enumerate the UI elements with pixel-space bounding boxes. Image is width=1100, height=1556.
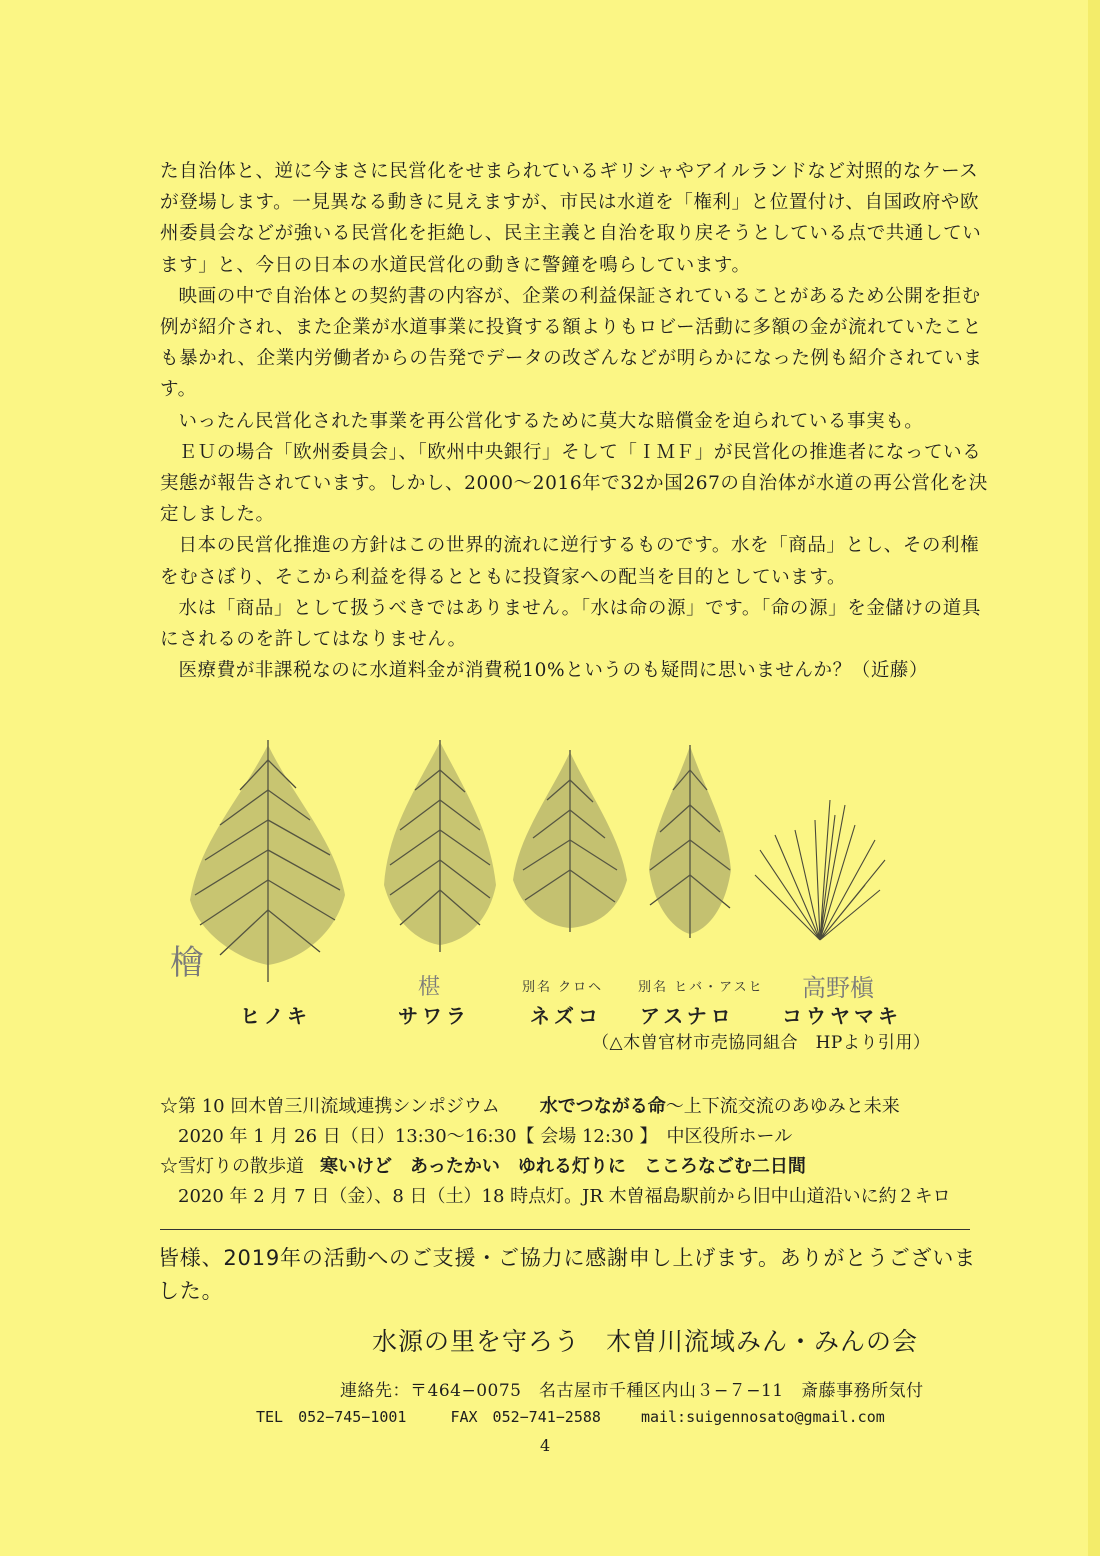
event-1-prefix: ☆第 10 回木曽三川流域連携シンポジウム	[160, 1096, 500, 1117]
event-1-detail: 2020 年 1 月 26 日（日）13:30〜16:30【 会場 12:30 】 中区役所ホール	[178, 1126, 793, 1147]
paragraph-7: 医療費が非課税なのに水道料金が消費税10%というのも疑問に思いませんか？（近藤）	[178, 660, 929, 682]
event-1-heading	[160, 1092, 990, 1122]
contact-address: 連絡先：〒464−0075 名古屋市千種区内山３−７−11 斎藤事務所気付	[340, 1381, 924, 1401]
paragraph-3: いったん民営化された事業を再公営化するために莫大な賠償金を迫られている事実も。	[178, 410, 924, 432]
contact-mail: mail:suigennosato@gmail.com	[640, 1408, 885, 1426]
divider-line	[160, 1229, 970, 1230]
hinoki-kanji: 檜	[170, 943, 204, 983]
paragraph-1: た自治体と、逆に今まさに民営化をせまられているギリシャやアイルランドなど対照的なケースが登場します。一見異なる動きに見えますが、市民は水道を「権利」と位置付け、自国政府や欧州委員会などが強いる民営化を拒絶し、民主主義と自治を取り戻そうとしている点で共通しています」と、今日の日本の水道民営化の動きに警鐘を鳴らしています。	[160, 161, 982, 276]
sawara-kanji: 椹	[418, 975, 441, 1000]
hinoki-label: ヒノキ	[240, 1004, 311, 1028]
paragraph-6: 水は「商品」として扱うべきではありません。「水は命の源」です。「命の源」を金儲けの道具にされるのを許してはなりません。	[160, 597, 981, 651]
event-2-heading	[160, 1152, 990, 1182]
page-number: 4	[540, 1436, 551, 1455]
event-1-subtitle: 〜上下流交流のあゆみと未来	[665, 1096, 900, 1117]
asunaro-illustration	[625, 720, 755, 945]
hinoki-illustration	[180, 720, 350, 990]
event-2-title: 寒いけど あったかい ゆれる灯りに こころなごむ二日間	[320, 1156, 806, 1177]
paragraph-5: 日本の民営化推進の方針はこの世界的流れに逆行するものです。水を「商品」とし、その利権をむさぼり、そこから利益を得るとともに投資家への配当を目的としています。	[160, 535, 980, 588]
nezuko-alias: 別名 クロヘ	[522, 980, 604, 995]
page-edge	[1088, 0, 1100, 1556]
contact-tel: TEL 052−745−1001	[256, 1408, 407, 1426]
sawara-illustration	[370, 720, 510, 960]
event-1-title: 水でつながる命	[539, 1096, 666, 1117]
tree-illustration	[170, 720, 950, 1060]
event-2-prefix: ☆雪灯りの散歩道	[160, 1156, 304, 1177]
image-citation: （△木曽官材市売協同組合 HPより引用）	[592, 1033, 931, 1053]
sawara-label: サワラ	[398, 1004, 470, 1028]
koyamaki-illustration	[750, 790, 890, 950]
nezuko-label: ネズコ	[530, 1004, 602, 1028]
koyamaki-kanji: 高野槇	[802, 974, 874, 1002]
koyamaki-label: コウヤマキ	[782, 1004, 902, 1028]
article-body	[160, 156, 990, 686]
asunaro-label: アスナロ	[640, 1004, 735, 1028]
contact-line	[256, 1406, 885, 1427]
nezuko-illustration	[505, 720, 635, 940]
thanks-message: 皆様、2019年の活動へのご支援・ご協力に感謝申し上げます。ありがとうございました。	[158, 1246, 976, 1303]
event-2-detail: 2020 年 2 月 7 日（金）、8 日（土）18 時点灯。JR 木曽福島駅前から旧中山道沿いに約２キロ	[178, 1186, 951, 1207]
paragraph-2: 映画の中で自治体との契約書の内容が、企業の利益保証されていることがあるため公開を拒む例が紹介され、また企業が水道事業に投資する額よりもロビー活動に多額の金が流れていたことも暴かれ、企業内労働者からの告発でデータの改ざんなどが明らかになった例も紹介されています。	[160, 285, 983, 401]
paragraph-4: ＥＵの場合「欧州委員会」、「欧州中央銀行」そして「ＩＭＦ」が民営化の推進者になっている実態が報告されています。しかし、2000〜2016年で32か国267の自治体が水道の再公営化を決定しました。	[160, 441, 988, 526]
contact-fax: FAX 052−741−2588	[450, 1408, 601, 1426]
events-section	[160, 1092, 990, 1212]
organization-name: 水源の里を守ろう 木曽川流域みん・みんの会	[372, 1327, 919, 1356]
asunaro-alias: 別名 ヒバ・アスヒ	[638, 980, 764, 995]
